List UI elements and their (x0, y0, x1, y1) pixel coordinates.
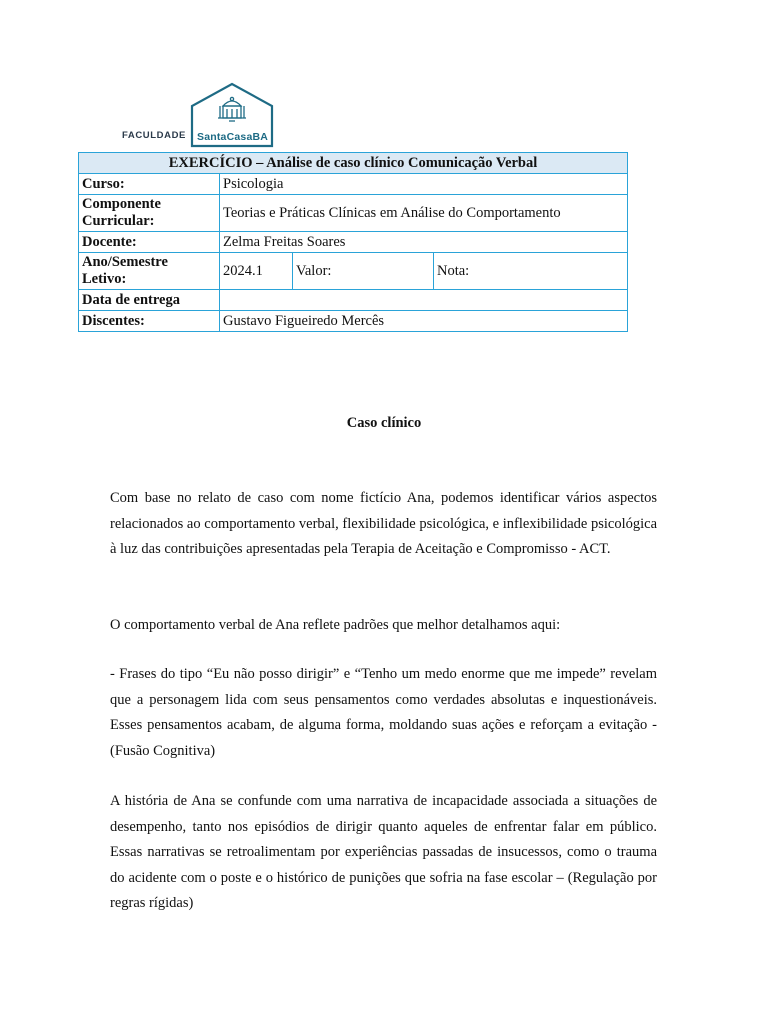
ano-value: 2024.1 (220, 253, 293, 290)
valor-label: Valor: (293, 253, 434, 290)
course-info-table (78, 152, 628, 332)
ano-label-line1: Ano/Semestre (82, 254, 168, 270)
curso-label: Curso: (79, 174, 220, 195)
ano-row (79, 253, 628, 290)
docente-label: Docente: (79, 232, 220, 253)
componente-label-line1: Componente (82, 196, 161, 212)
componente-label (79, 195, 220, 232)
data-entrega-label: Data de entrega (79, 290, 220, 311)
ano-label (79, 253, 220, 290)
componente-row (79, 195, 628, 232)
nota-label: Nota: (434, 253, 628, 290)
paragraph-intro: Com base no relato de caso com nome fictício Ana, podemos identificar vários aspectos relacionados ao comportamento verbal, flexibilidade psicológica, e inflexibilidade psicológica à luz das contribuições apresentadas pela Terapia de Aceitação e Compromisso - ACT. (110, 490, 657, 557)
componente-label-line2: Curricular: (82, 213, 155, 229)
logo-faculdade-text: FACULDADE (122, 130, 186, 141)
discentes-label: Discentes: (79, 311, 220, 332)
logo-brand-text: SantaCasaBA (197, 131, 269, 143)
discentes-value: Gustavo Figueiredo Mercês (220, 311, 628, 332)
ano-label-line2: Letivo: (82, 271, 127, 287)
paragraph-rigid-rules: A história de Ana se confunde com uma narrativa de incapacidade associada a situações de desempenho, tanto nos episódios de dirigir quanto aqueles de enfrentar falar em público. Essas narrativas se retroalimentam por experiências passadas de insucessos, como o trauma do acidente com o poste e o histórico de punições que sofria na fase escolar – (Regulação por regras rígidas) (110, 793, 657, 911)
curso-row (79, 174, 628, 195)
faculty-logo (122, 82, 282, 146)
paragraph-verbal-behavior: O comportamento verbal de Ana reflete padrões que melhor detalhamos aqui: (110, 617, 561, 633)
docente-value: Zelma Freitas Soares (220, 232, 628, 253)
docente-row (79, 232, 628, 253)
paragraph-cognitive-fusion: - Frases do tipo “Eu não posso dirigir” e “Tenho um medo enorme que me impede” revelam que a personagem lida com seus pensamentos como verdades absolutas e inquestionáveis. Esses pensamentos acabam, de alguma forma, moldando suas ações e reforçam a evitação - (Fusão Cognitiva) (110, 666, 657, 759)
data-entrega-value (220, 290, 628, 311)
section-title: Caso clínico (346, 415, 422, 431)
discentes-row (79, 311, 628, 332)
data-entrega-row (79, 290, 628, 311)
exercise-title: EXERCÍCIO – Análise de caso clínico Comunicação Verbal (79, 153, 628, 174)
table-title-row (79, 153, 628, 174)
componente-value: Teorias e Práticas Clínicas em Análise do Comportamento (220, 195, 628, 232)
curso-value: Psicologia (220, 174, 628, 195)
